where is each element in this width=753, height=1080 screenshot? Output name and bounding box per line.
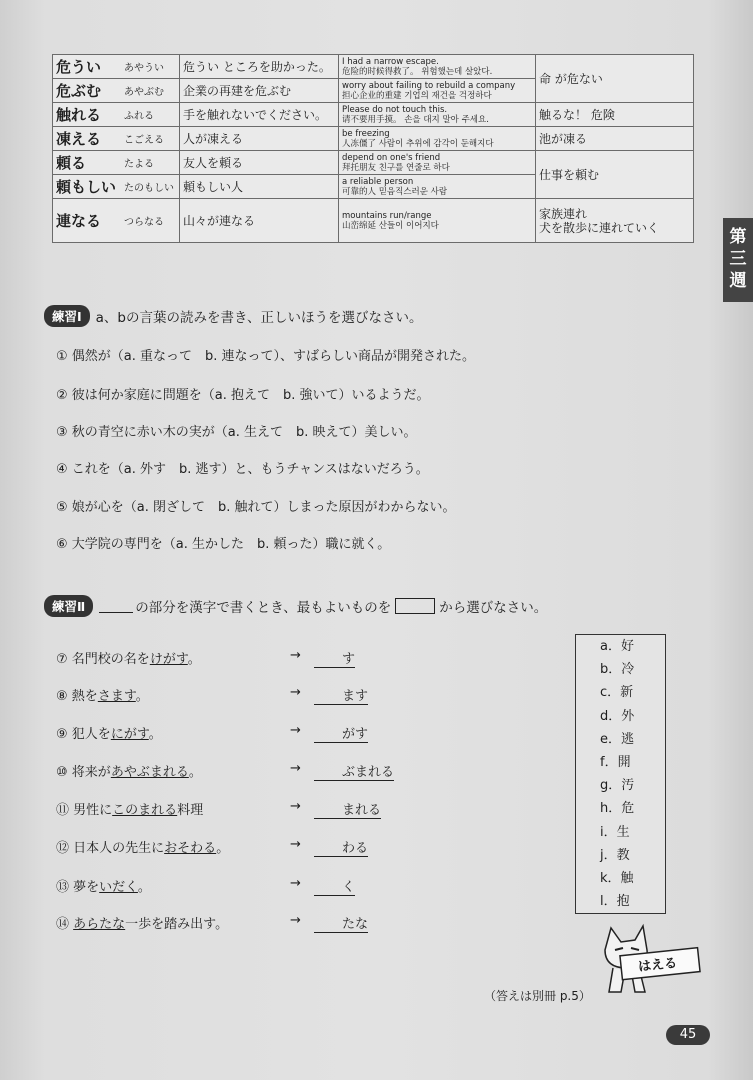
arrow: → <box>290 648 301 663</box>
answer-blank[interactable]: す <box>314 648 355 668</box>
arrow: → <box>290 723 301 738</box>
exercise-2-item: ⑨ 犯人をにがす。 <box>56 727 162 742</box>
answer-blank[interactable]: がす <box>314 723 368 743</box>
kanji-choice: j．教 <box>600 847 630 863</box>
vocab-translation: depend on one's friend 拜托朋友 친구를 연줄로 하다 <box>339 151 536 175</box>
kanji-choice: k．触 <box>600 870 634 886</box>
vocab-reading: あやぶむ <box>121 79 180 103</box>
kanji-choice: e．逃 <box>600 731 634 747</box>
exercise-1-item: ② 彼は何か家庭に問題を（a. 抱えて b. 強いて）いるようだ。 <box>56 388 430 403</box>
kanji-choice: l．抱 <box>600 894 630 910</box>
kanji-choice: g．汚 <box>600 778 635 794</box>
kanji-choice: b．冷 <box>600 662 635 678</box>
cat-sign-text: はえる <box>637 955 678 975</box>
exercise-2-item: ⑪ 男性にこのまれる料理 <box>56 803 204 818</box>
vocab-translation: I had a narrow escape. 危险的时候得救了。 위험했는데 살았다. <box>339 55 536 79</box>
arrow: → <box>290 837 301 852</box>
box-mark <box>395 598 435 614</box>
vocab-reading: あやうい <box>121 55 180 79</box>
week-side-tab <box>723 218 753 302</box>
vocab-reading: つらなる <box>121 199 180 243</box>
arrow: → <box>290 685 301 700</box>
exercise-1-item: ⑥ 大学院の専門を（a. 生かした b. 頼った）職に就く。 <box>56 537 391 552</box>
exercise-2-item: ⑭ あらたな一歩を踏み出す。 <box>56 917 229 932</box>
vocab-reading: こごえる <box>121 127 180 151</box>
vocab-example: 頼もしい人 <box>180 175 339 199</box>
vocab-example: 危うい ところを助かった。 <box>180 55 339 79</box>
exercise-1-badge: 練習Ⅰ <box>44 305 90 327</box>
exercise-1-instruction: a、bの言葉の読みを書き、正しいほうを選びなさい。 <box>95 310 423 326</box>
exercise-1-item: ④ これを（a. 外す b. 逃す）と、もうチャンスはないだろう。 <box>56 462 429 477</box>
exercise-2-item: ⑦ 名門校の名をけがす。 <box>56 652 201 667</box>
vocab-translation: mountains run/range 山峦绵延 산들이 이어지다 <box>339 199 536 243</box>
exercise-2-item: ⑧ 熱をさます。 <box>56 689 149 704</box>
kanji-choice: d．外 <box>600 708 635 724</box>
arrow: → <box>290 761 301 776</box>
exercise-2-item: ⑫ 日本人の先生におそわる。 <box>56 841 230 856</box>
arrow: → <box>290 799 301 814</box>
vocab-phrase: 命 が危ない <box>536 55 694 103</box>
vocab-translation: a reliable person 可靠的人 믿음직스러운 사람 <box>339 175 536 199</box>
answer-blank[interactable]: ます <box>314 685 368 705</box>
vocab-word: 危ぶむ <box>53 79 122 103</box>
exercise-1-item: ① 偶然が（a. 重なって b. 連なって）、すばらしい商品が開発された。 <box>56 349 476 364</box>
vocab-example: 手を触れないでください。 <box>180 103 339 127</box>
vocab-word: 頼る <box>53 151 122 175</box>
exercise-2-header <box>44 595 547 617</box>
vocab-word: 触れる <box>53 103 122 127</box>
answer-blank[interactable]: わる <box>314 837 368 857</box>
kanji-choice: a．好 <box>600 639 634 654</box>
vocab-reading: ふれる <box>121 103 180 127</box>
vocab-word: 凍える <box>53 127 122 151</box>
vocab-phrase: 触るな！ 危険 <box>536 103 694 127</box>
vocab-example: 企業の再建を危ぶむ <box>180 79 339 103</box>
underline-blank-mark <box>99 600 133 613</box>
kanji-choice-box <box>575 634 666 914</box>
vocab-word: 連なる <box>53 199 122 243</box>
vocab-phrase: 家族連れ 犬を散歩に連れていく <box>536 199 694 243</box>
arrow: → <box>290 913 301 928</box>
vocab-example: 人が凍える <box>180 127 339 151</box>
kanji-choice: f．開 <box>600 754 631 770</box>
vocab-translation: be freezing 人冻僵了 사람이 추위에 감각이 둔해지다 <box>339 127 536 151</box>
vocab-example: 山々が連なる <box>180 199 339 243</box>
answer-blank[interactable]: ぶまれる <box>314 761 394 781</box>
answer-blank[interactable]: たな <box>314 913 368 933</box>
answer-blank[interactable]: まれる <box>314 799 381 819</box>
exercise-2-item: ⑩ 将来があやぶまれる。 <box>56 765 202 780</box>
exercise-2-badge: 練習Ⅱ <box>44 595 93 617</box>
arrow: → <box>290 876 301 891</box>
kanji-choice: i．生 <box>600 824 630 840</box>
vocab-translation: Please do not touch this. 请不要用手摸。 손을 대지 말아 주세요. <box>339 103 536 127</box>
vocab-phrase: 池が凍る <box>536 127 694 151</box>
exercise-1-item: ⑤ 娘が心を（a. 閉ざして b. 触れて）しまった原因がわからない。 <box>56 500 456 515</box>
exercise-2-item: ⑬ 夢をいだく。 <box>56 880 151 895</box>
exercise-1-item: ③ 秋の青空に赤い木の実が（a. 生えて b. 映えて）美しい。 <box>56 425 417 440</box>
answer-blank[interactable]: く <box>314 876 355 896</box>
page-number: 45 <box>666 1025 710 1045</box>
vocab-word: 危うい <box>53 55 122 79</box>
week-side-tab-label: 第三週 <box>729 227 747 291</box>
exercise-1-header <box>44 305 422 327</box>
exercise-2-instruction-a: の部分を漢字で書くとき、最もよいものを <box>135 600 392 616</box>
vocab-word: 頼もしい <box>53 175 122 199</box>
exercise-2-instruction-b: から選びなさい。 <box>439 600 548 616</box>
vocab-table <box>52 54 694 243</box>
kanji-choice: c．新 <box>600 685 634 701</box>
vocab-phrase: 仕事を頼む <box>536 151 694 199</box>
vocab-translation: worry about failing to rebuild a company 担心企业的重建 기업의 재건을 걱정하다 <box>339 79 536 103</box>
vocab-reading: たよる <box>121 151 180 175</box>
vocab-example: 友人を頼る <box>180 151 339 175</box>
answer-note: （答えは別冊 p.5） <box>484 989 591 1003</box>
kanji-choice: h．危 <box>600 801 635 817</box>
vocab-reading: たのもしい <box>121 175 180 199</box>
